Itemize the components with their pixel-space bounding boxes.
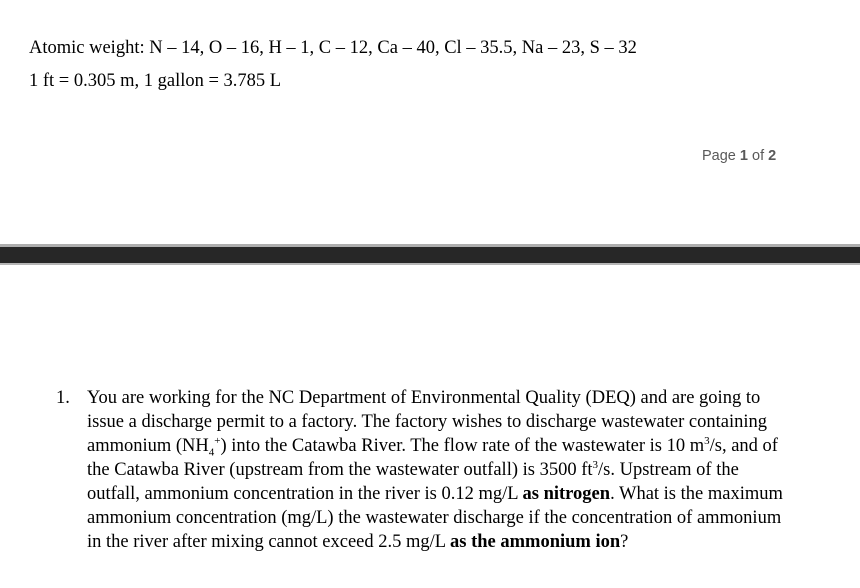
emphasis-as-nitrogen: as nitrogen [522,484,611,504]
question-segment: /s, and of the Catawba River (upstream from the wastewater outfall) is 3500 ft [87,436,778,480]
question-number: 1. [56,388,70,408]
superscript-3: 3 [592,458,599,471]
unit-conversions-line: 1 ft = 0.305 m, 1 gallon = 3.785 L [29,71,282,91]
subscript-4: 4 [208,446,215,459]
current-page: 1 [739,148,748,164]
question-segment: /s. Upstream of the outfall, ammonium concentration in the river is 0.12 mg/L [87,460,739,504]
question-segment: ? [620,532,629,552]
emphasis-as-ammonium-ion: as the ammonium ion [450,532,621,552]
question-segment: ) into the Catawba River. The flow rate of the wastewater is 10 m [220,436,705,456]
superscript-3: 3 [704,434,710,447]
page-break-bottom-edge [0,263,860,265]
of-label: of [752,148,765,164]
question-text [87,386,792,554]
page-indicator [702,148,776,164]
question-segment: . What is the maximum ammonium concentration (mg/L) the wastewater discharge if the concentration of ammonium in the river after mixing cannot exceed 2.5 mg/L [87,484,783,552]
superscript-plus: + [214,434,221,447]
atomic-weights-line: Atomic weight: N – 14, O – 16, H – 1, C – 12, Ca – 40, Cl – 35.5, Na – 23, S – 32 [29,38,637,58]
question-segment: You are working for the NC Department of Environmental Quality (DEQ) and are going to issue a discharge permit to a factory. The factory wishes to discharge wastewater containing ammonium (NH [87,388,767,456]
page-label: Page [702,148,736,164]
total-pages: 2 [768,148,777,164]
page-break-divider [0,247,860,263]
